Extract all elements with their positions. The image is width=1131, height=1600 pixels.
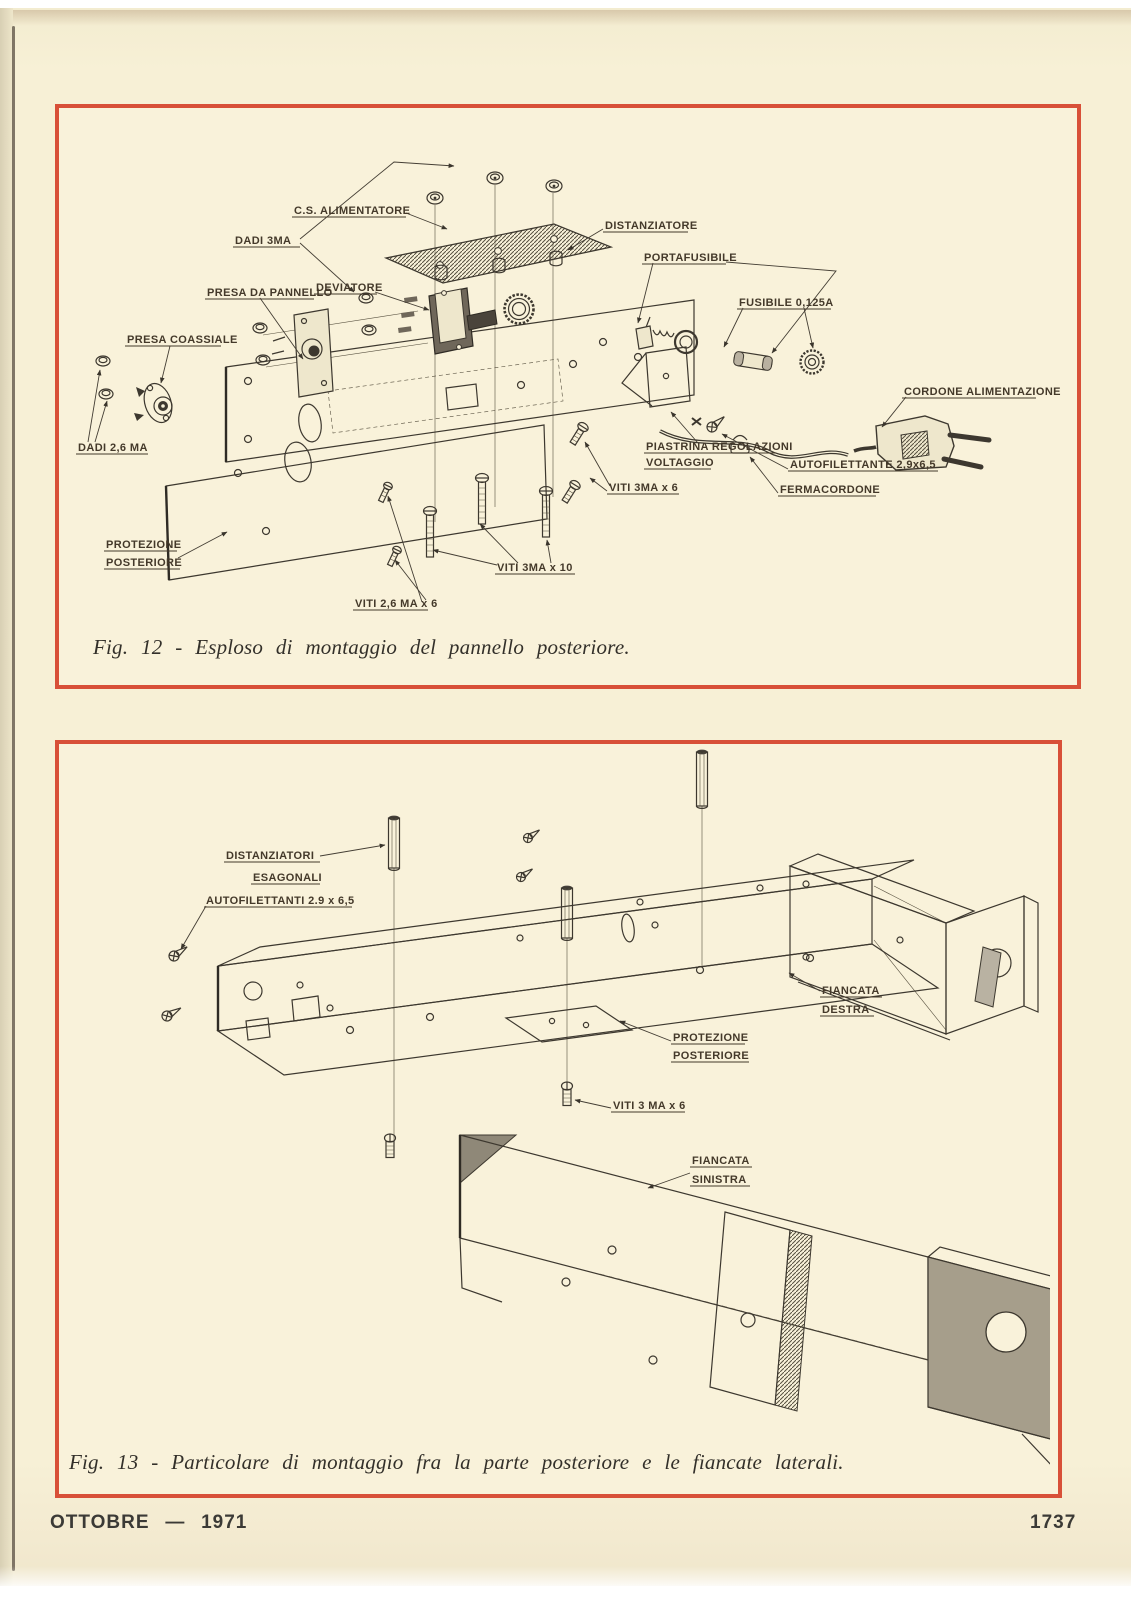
label-fiancata-sinistra-line1: FIANCATA bbox=[692, 1155, 750, 1167]
scan-top-shadow-band bbox=[10, 10, 1131, 26]
label-viti-26ma-6: VITI 2,6 MA x 6 bbox=[355, 598, 438, 610]
label-presa-coassiale: PRESA COASSIALE bbox=[127, 334, 238, 346]
label-viti-3ma-6: VITI 3 MA x 6 bbox=[613, 1100, 686, 1112]
panel-socket bbox=[272, 309, 333, 397]
label-fiancata-destra-line1: FIANCATA bbox=[822, 985, 880, 997]
part-labels bbox=[204, 850, 882, 1186]
label-viti-3ma-10: VITI 3MA x 10 bbox=[497, 562, 573, 574]
switch-terminals bbox=[398, 296, 418, 333]
fuse-holder bbox=[636, 317, 697, 353]
slide-switch bbox=[398, 288, 497, 354]
label-autofilettanti: AUTOFILETTANTI 2.9 x 6,5 bbox=[206, 895, 355, 907]
scan-bottom-fade bbox=[0, 1566, 1131, 1600]
coaxial-socket bbox=[134, 380, 177, 426]
label-cs-alimentatore: C.S. ALIMENTATORE bbox=[294, 205, 411, 217]
label-protezione-line2: POSTERIORE bbox=[673, 1050, 750, 1062]
label-distanziatori-line1: DISTANZIATORI bbox=[226, 850, 315, 862]
figure-13-drawing bbox=[59, 744, 1050, 1486]
label-dadi-26ma: DADI 2,6 MA bbox=[78, 442, 148, 454]
figure-12-frame bbox=[55, 104, 1081, 689]
label-fermacordone: FERMACORDONE bbox=[780, 484, 881, 496]
label-protezione-line2: POSTERIORE bbox=[106, 557, 183, 569]
label-fiancata-sinistra-line2: SINISTRA bbox=[692, 1174, 747, 1186]
label-protezione-line1: PROTEZIONE bbox=[106, 539, 182, 551]
label-autofilettante: AUTOFILETTANTE 2,9x6,5 bbox=[790, 459, 936, 471]
screws-3ma-x10 bbox=[424, 474, 553, 558]
ring-nut bbox=[505, 295, 534, 324]
figure-13-frame bbox=[55, 740, 1062, 1498]
hex-spacers bbox=[389, 750, 708, 941]
voltage-selector-plate bbox=[622, 347, 690, 407]
footer-issue-date: OTTOBRE — 1971 bbox=[50, 1512, 248, 1533]
label-distanziatore: DISTANZIATORE bbox=[605, 220, 698, 232]
footer-page-number: 1737 bbox=[1030, 1512, 1077, 1533]
label-protezione-line1: PROTEZIONE bbox=[673, 1032, 749, 1044]
inner-bracket bbox=[710, 1212, 812, 1411]
leader-lines bbox=[88, 162, 906, 602]
label-portafusibile: PORTAFUSIBILE bbox=[644, 252, 737, 264]
left-side-panel bbox=[460, 1135, 1050, 1484]
label-fusibile: FUSIBILE 0,125A bbox=[739, 297, 834, 309]
label-presa-da-pannello: PRESA DA PANNELLO bbox=[207, 287, 333, 299]
spine-edge-line bbox=[12, 26, 15, 1571]
label-cordone-alimentazione: CORDONE ALIMENTAZIONE bbox=[904, 386, 1061, 398]
figure-12-drawing bbox=[59, 108, 1073, 681]
label-deviatore: DEVIATORE bbox=[316, 282, 383, 294]
nuts-3ma-top bbox=[427, 172, 562, 204]
figure-13-caption: Fig. 13 - Particolare di montaggio fra la parte posteriore e le fiancate laterali. bbox=[69, 1450, 844, 1474]
screws-3ma-x6 bbox=[560, 421, 590, 505]
figure-12-caption: Fig. 12 - Esploso di montaggio del pannello posteriore. bbox=[93, 635, 630, 659]
label-fiancata-destra-line2: DESTRA bbox=[822, 1004, 870, 1016]
label-viti-3ma-6: VITI 3MA x 6 bbox=[609, 482, 679, 494]
self-tapping-screw bbox=[705, 413, 728, 434]
power-supply-pcb bbox=[386, 224, 611, 283]
label-distanziatori-line2: ESAGONALI bbox=[253, 872, 322, 884]
protection-plate bbox=[166, 425, 547, 580]
fuse bbox=[733, 351, 773, 371]
label-dadi-3ma: DADI 3MA bbox=[235, 235, 292, 247]
fuse-cap bbox=[801, 351, 824, 374]
assembly-guide-lines bbox=[394, 806, 946, 1140]
part-labels bbox=[76, 205, 1061, 610]
label-piastrina-line2: VOLTAGGIO bbox=[646, 457, 714, 469]
screws-26ma-x6 bbox=[377, 481, 403, 567]
label-piastrina-line1: PIASTRINA REGOLAZIONI bbox=[646, 441, 793, 453]
